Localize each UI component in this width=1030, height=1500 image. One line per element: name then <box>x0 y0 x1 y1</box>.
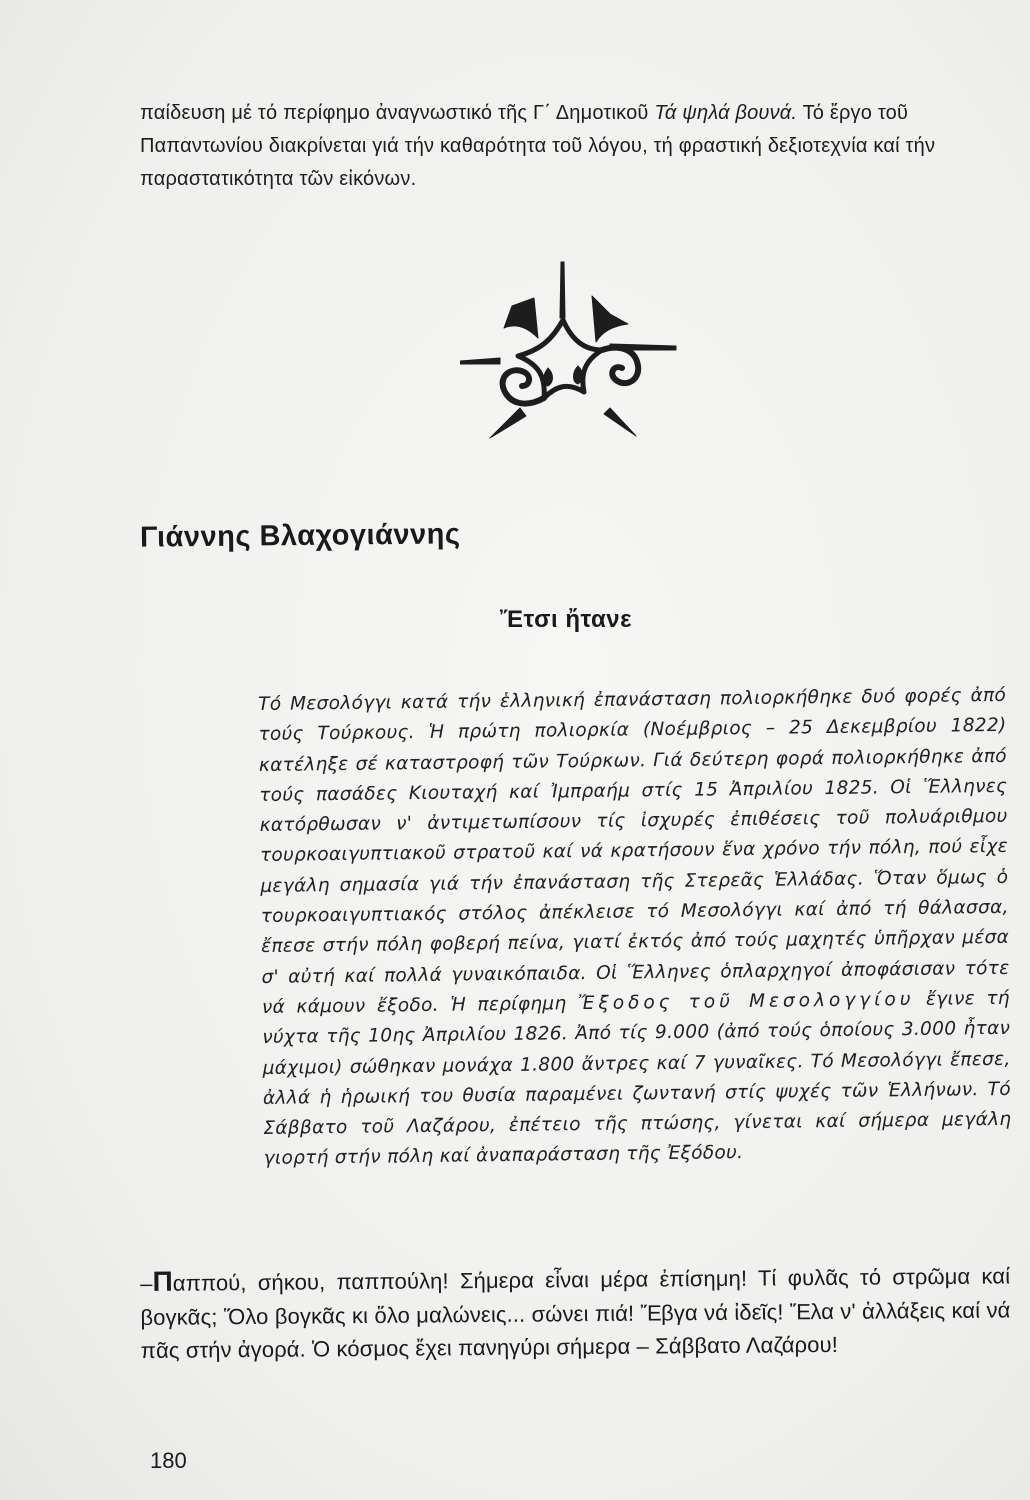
intro-paragraph <box>140 97 1000 196</box>
historical-note <box>258 681 1012 1175</box>
decorative-flourish-icon <box>460 258 680 444</box>
author-name: Γιάννης Βλαχογιάννης <box>139 518 461 554</box>
page-number: 180 <box>150 1448 187 1473</box>
intro-text-start: παίδευση μέ τό περίφημο ἀναγνωστικό τῆς Γ΄ Δημοτικοῦ <box>140 102 655 124</box>
dialogue-paragraph <box>140 1257 1011 1367</box>
dialogue-text: αππού, σήκου, παππούλη! Σήμερα εἶναι μέρα ἐπίσημη! Τί φυλᾶς τό στρῶμα καί βογκᾶς; Ὅλο βογκᾶς κι ὅλο μαλώνεις... σώνει πιά! Ἔβγα νά ἰδεῖς! Ἔλα ν' ἀλλάξεις καί νά πᾶς στήν ἀγορά. Ὁ κόσμος ἔχει πανηγύρι σήμερα – Σάββατο Λαζάρου! <box>140 1263 1011 1363</box>
dialogue-dropcap: Π <box>152 1265 173 1297</box>
history-text-a: Τό Μεσολόγγι κατά τήν ἑλληνική ἐπανάσταση πολιορκήθηκε δυό φορές ἀπό τούς Τούρκους. Ἡ πρώτη πολιορκία (Νοέμβριος – 25 Δεκεμβρίου 1822) κατέληξε σέ καταστροφή τῶν Τούρκων. Γιά δεύτερη φορά πολιορκήθηκε ἀπό τούς πασάδες Κιουταχή καί Ἰμπραήμ στίς 15 Ἀπριλίου 1825. Οἱ Ἕλληνες κατόρθωσαν ν' ἀντιμετωπίσουν τίς ἰσχυρές ἐπιθέσεις τοῦ πολυάριθμου τουρκοαιγυπτιακοῦ στρατοῦ καί νά κρατήσουν ἕνα χρόνο τήν πόλη, πού εἶχε μεγάλη σημασία γιά τήν ἐπανάσταση τῆς Στερεᾶς Ἑλλάδας. Ὅταν ὅμως ὁ τουρκοαιγυπτιακός στόλος ἀπέκλεισε τό Μεσολόγγι καί ἀπό τή θάλασσα, ἔπεσε στήν πόλη φοβερή πείνα, γιατί ἐκτός ἀπό τούς μαχητές ὑπῆρχαν μέσα σ' αὐτή καί πολλά γυναικόπαιδα. Οἱ Ἕλληνες ὁπλαρχηγοί ἀποφάσισαν τότε νά κάμουν ἔξοδο. Ἡ περίφημη <box>258 684 1010 1018</box>
story-title: Ἔτσι ἤτανε <box>500 606 633 633</box>
dialogue-dash: – <box>140 1270 153 1296</box>
history-text-b: ἔγινε τή νύχτα τῆς 10ης Ἀπριλίου 1826. Ἀπό τίς 9.000 (ἀπό τούς ὁποίους 3.000 ἦταν μάχιμοι) σώθηκαν μονάχα 1.800 ἄντρες καί 7 γυναῖκες. Τό Μεσολόγγι ἔπεσε, ἀλλά ἡ ἡρωική του θυσία παραμένει ζωντανή στίς ψυχές τῶν Ἑλλήνων. Τό Σάββατο τοῦ Λαζάρου, ἐπέτειο τῆς πτώσης, γίνεται καί σήμερα μεγάλη γιορτή στήν πόλη καί ἀναπαράσταση τῆς Ἐξόδου. <box>262 987 1012 1170</box>
intro-text-end: Τό ἔργο τοῦ Παπαντωνίου διακρίνεται γιά τήν καθαρότητα τοῦ λόγου, τή φραστική δεξιοτεχνία καί τήν παραστατικότητα τῶν εἰκόνων. <box>140 102 936 190</box>
book-title: Τά ψηλά βουνά. <box>654 102 798 124</box>
history-spaced-phrase: Ἔξοδος τοῦ Μεσολογγίου <box>577 988 915 1015</box>
